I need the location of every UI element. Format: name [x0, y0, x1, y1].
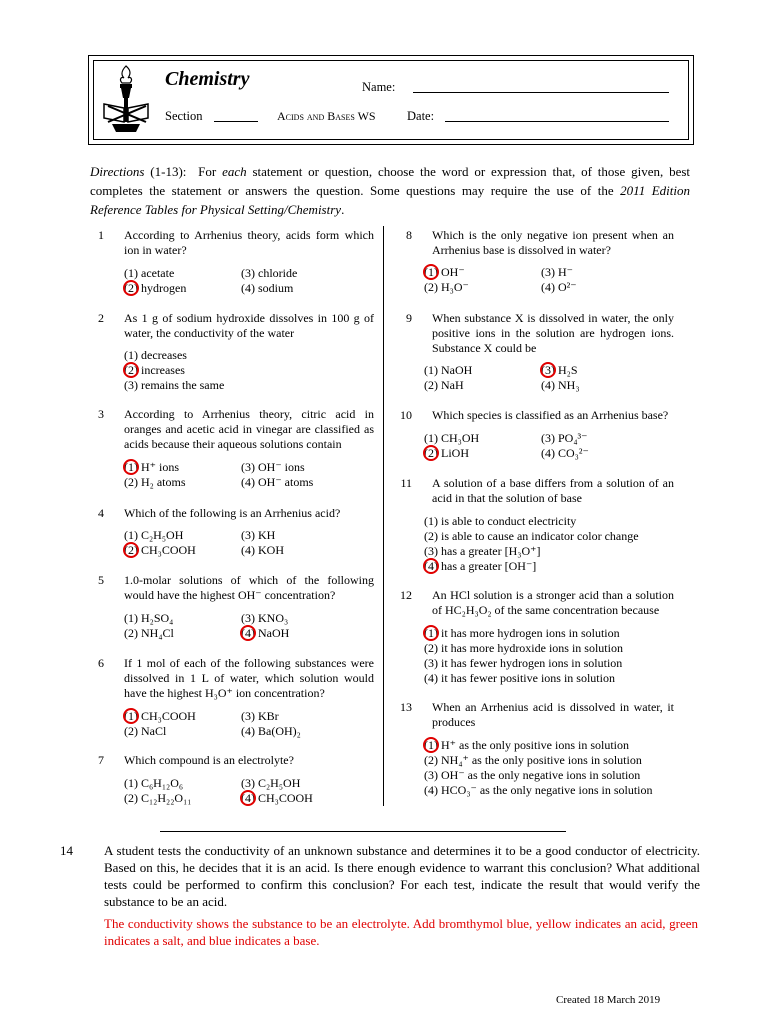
answer-circle-mark	[123, 459, 139, 475]
created-date: Created 18 March 2019	[556, 994, 661, 1006]
directions: Directions (1-13): For each statement or question, choose the word or expression that, of those given, best completes the statement or answers the question. Some questions may require the use of the 2011 Edition Reference Tables for Physical Setting/Chemistry.	[90, 164, 691, 217]
question-text: An HCl solution is a stronger acid than a solution of HC₂H₃O₂ of the same concentration because	[432, 588, 674, 617]
answer-circle-mark	[240, 790, 256, 806]
choice-1[interactable]: (1) OH⁻	[424, 265, 465, 279]
question-text: If 1 mol of each of the following substances were dissolved in 1 L of water, which solution would have the highest H₃O⁺ ion concentration?	[124, 656, 374, 700]
answer-circle-mark	[123, 708, 139, 724]
question-text: Which of the following is an Arrhenius acid?	[124, 506, 341, 520]
question-number: 2	[98, 311, 104, 325]
question-number: 9	[406, 311, 412, 325]
question-number: 3	[98, 407, 104, 421]
choice-4[interactable]: (4) NaOH	[241, 626, 290, 640]
choice-3[interactable]: (3) it has fewer hydrogen ions in solution	[424, 656, 623, 670]
choice-4[interactable]: (4) Ba(OH)₂	[241, 724, 301, 738]
choice-1[interactable]: (1) decreases	[124, 348, 187, 362]
choice-4[interactable]: (4) sodium	[241, 281, 294, 295]
choice-3[interactable]: (3) KBr	[241, 709, 279, 723]
choice-4[interactable]: (4) has a greater [OH⁻]	[424, 559, 537, 573]
question-number: 12	[400, 588, 412, 602]
choice-4[interactable]: (4) KOH	[241, 543, 284, 557]
question-number: 4	[98, 506, 104, 520]
choice-3[interactable]: (3) C₂H₅OH	[241, 776, 301, 790]
choice-4[interactable]: (4) NH₃	[541, 378, 580, 392]
choice-4[interactable]: (4) O²⁻	[541, 280, 577, 294]
answer-circle-mark	[123, 280, 139, 296]
choice-2[interactable]: (2) LiOH	[424, 446, 469, 460]
answer-text[interactable]: The conductivity shows the substance to be an electrolyte. Add bromthymol blue, yellow indicates an acid, green indicates a salt, and blue indicates a base.	[104, 916, 698, 948]
question-number: 6	[98, 656, 104, 670]
choice-2[interactable]: (2) C₁₂H₂₂O₁₁	[124, 791, 192, 805]
choice-3[interactable]: (3) PO₄³⁻	[541, 431, 588, 445]
choice-1[interactable]: (1) NaOH	[424, 363, 473, 377]
choice-1[interactable]: (1) it has more hydrogen ions in solution	[424, 626, 620, 640]
question-text: Which compound is an electrolyte?	[124, 753, 294, 767]
choice-2[interactable]: (2) NaCl	[124, 724, 167, 738]
choice-1[interactable]: (1) C₂H₅OH	[124, 528, 184, 542]
choice-3[interactable]: (3) chloride	[241, 266, 298, 280]
answer-circle-mark	[423, 558, 439, 574]
choice-3[interactable]: (3) KNO₃	[241, 611, 289, 625]
choice-3[interactable]: (3) OH⁻ as the only negative ions in solution	[424, 768, 641, 782]
choice-2[interactable]: (2) NH₄Cl	[124, 626, 174, 640]
choice-2[interactable]: (2) it has more hydroxide ions in solution	[424, 641, 623, 655]
answer-circle-mark	[423, 264, 439, 280]
question-text: When an Arrhenius acid is dissolved in water, it produces	[432, 700, 674, 729]
choice-3[interactable]: (3) has a greater [H₃O⁺]	[424, 544, 541, 558]
choice-3[interactable]: (3) H₂S	[541, 363, 578, 377]
answer-circle-mark	[423, 737, 439, 753]
answer-circle-mark	[423, 625, 439, 641]
page-title: Chemistry	[165, 68, 250, 90]
question-text: Which species is classified as an Arrhenius base?	[432, 408, 669, 422]
column-divider	[383, 226, 384, 806]
torch-logo-icon	[102, 64, 150, 134]
choice-1[interactable]: (1) C₆H₁₂O₆	[124, 776, 184, 790]
question-text: A student tests the conductivity of an unknown substance and determines it to be a good conductor of electricity. Based on this, he decides that it is an acid. Is there enough evidence to warrant this conclusion? What additional tests could be performed to confirm this conclusion? For each test, indicate the result that would verify the substance to be an acid.	[104, 843, 700, 909]
choice-2[interactable]: (2) is able to cause an indicator color change	[424, 529, 639, 543]
question-number: 13	[400, 700, 412, 714]
question-text: When substance X is dissolved in water, the only positive ions in the solution are hydrogen ions. Substance X could be	[432, 311, 674, 355]
choice-2[interactable]: (2) NaH	[424, 378, 464, 392]
question-text: A solution of a base differs from a solution of an acid in that the solution of base	[432, 476, 674, 505]
question-number: 5	[98, 573, 104, 587]
answer-circle-mark	[123, 542, 139, 558]
question-number: 10	[400, 408, 412, 422]
choice-1[interactable]: (1) acetate	[124, 266, 175, 280]
question-number: 1	[98, 228, 104, 242]
date-field[interactable]	[445, 121, 669, 122]
choice-2[interactable]: (2) CH₃COOH	[124, 543, 196, 557]
choice-2[interactable]: (2) increases	[124, 363, 185, 377]
choice-3[interactable]: (3) H⁻	[541, 265, 573, 279]
choice-4[interactable]: (4) CO₃²⁻	[541, 446, 589, 460]
name-label: Name:	[362, 80, 396, 94]
choice-2[interactable]: (2) hydrogen	[124, 281, 187, 295]
choice-3[interactable]: (3) KH	[241, 528, 276, 542]
question-number: 14	[60, 843, 73, 858]
section-field[interactable]	[214, 121, 258, 122]
question-number: 7	[98, 753, 104, 767]
choice-1[interactable]: (1) CH₃COOH	[124, 709, 196, 723]
choice-1[interactable]: (1) H₂SO₄	[124, 611, 174, 625]
question-number: 8	[406, 228, 412, 242]
name-field[interactable]	[413, 92, 669, 93]
question-text: As 1 g of sodium hydroxide dissolves in 100 g of water, the conductivity of the water	[124, 311, 374, 340]
choice-1[interactable]: (1) is able to conduct electricity	[424, 514, 577, 528]
answer-circle-mark	[240, 625, 256, 641]
question-text: According to Arrhenius theory, citric acid in oranges and acetic acid in vinegar are classified as acids because their aqueous solutions contain	[124, 407, 374, 451]
choice-4[interactable]: (4) OH⁻ atoms	[241, 475, 314, 489]
choice-1[interactable]: (1) CH₃OH	[424, 431, 480, 445]
choice-4[interactable]: (4) HCO₃⁻ as the only negative ions in solution	[424, 783, 653, 797]
choice-3[interactable]: (3) remains the same	[124, 378, 225, 392]
question-text: 1.0-molar solutions of which of the following would have the highest OH⁻ concentration?	[124, 573, 374, 602]
date-label: Date:	[407, 109, 435, 123]
choice-2[interactable]: (2) NH₄⁺ as the only positive ions in solution	[424, 753, 642, 767]
section-label: Section	[165, 109, 203, 123]
choice-4[interactable]: (4) it has fewer positive ions in solution	[424, 671, 615, 685]
choice-1[interactable]: (1) H⁺ as the only positive ions in solution	[424, 738, 629, 752]
question-text: Which is the only negative ion present when an Arrhenius base is dissolved in water?	[432, 228, 674, 257]
choice-2[interactable]: (2) H₂ atoms	[124, 475, 186, 489]
question-number: 11	[400, 476, 412, 490]
choice-4[interactable]: (4) CH₃COOH	[241, 791, 313, 805]
choice-1[interactable]: (1) H⁺ ions	[124, 460, 179, 474]
answer-circle-mark	[540, 362, 556, 378]
answer-circle-mark	[423, 445, 439, 461]
question-text: According to Arrhenius theory, acids form which ion in water?	[124, 228, 374, 257]
worksheet-title: Acids and Bases WS	[277, 109, 376, 123]
choice-3[interactable]: (3) OH⁻ ions	[241, 460, 305, 474]
answer-circle-mark	[123, 362, 139, 378]
section-divider	[160, 831, 566, 832]
choice-2[interactable]: (2) H₃O⁻	[424, 280, 469, 294]
